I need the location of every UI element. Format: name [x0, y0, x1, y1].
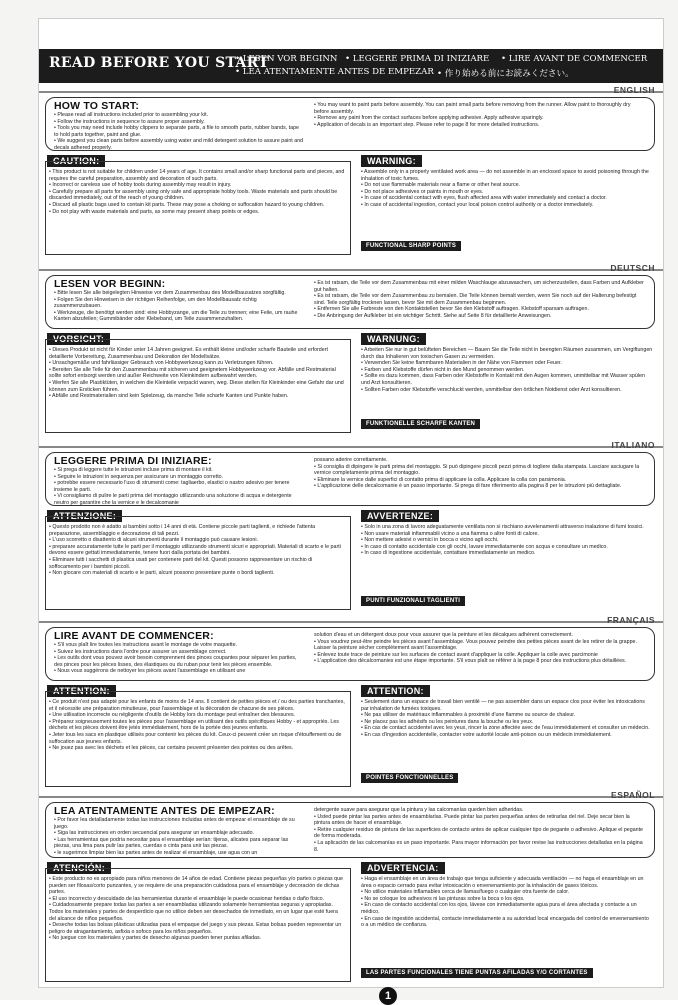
section-language-label: ITALIANO — [611, 440, 655, 450]
how-to-start-box — [45, 452, 655, 506]
how-to-start-box — [45, 627, 655, 681]
how-to-start-heading: LIRE AVANT DE COMMENCER: — [54, 630, 214, 642]
warning-text: • Seulement dans un espace de travail bien ventilé — ne pas assembler dans un espace clos pour éviter les intoxications par inhalation de fumées toxiques. • Ne pas utiliser de matériaux inflammables à proximité d'une flamme ou source de chaleur. • Ne placez pas les adhésifs ou les peintures dans la bouche ou les yeux. • En cas de contact accidentel avec les yeux, rincer la zone affectée avec de l'eau immédiatement et consulter un médecin. • En cas d'ingestion accidentelle, contacter votre autorité locale anti-poison ou un médecin immédiatement. — [361, 699, 650, 738]
how-to-start-box — [45, 802, 655, 858]
warning-label: WARNING: — [361, 155, 422, 167]
header-bar — [39, 49, 663, 83]
section-language-label: FRANÇAIS — [607, 615, 655, 625]
header-lang-de: • LESEN VOR BEGINN — [235, 54, 338, 64]
how-to-start-heading: LEGGERE PRIMA DI INIZIARE: — [54, 455, 212, 467]
how-to-start-right-text: detergente suave para asegurar que la pintura y las calcomanías queden bien adheridas. • Usted puede pintar las partes antes de ensamblarlas. Puede pintar las partes pequeñas antes de retirarlas del riel. Deje secar bien la pintura antes de hacer el ensamblaje. • Retire cualquier residuo de pintura de las superficies de contacto antes de aplicar cualquier tipo de pegante o adhesivo. Aplique el pegante de forma moderada. • La aplicación de las calcomanías es un paso importante. Para mayor información por favor revise las instrucciones detalladas en la página 8. — [314, 807, 644, 853]
section-divider — [39, 91, 663, 93]
warning-text: • Haga el ensamblaje en un área de trabajo que tenga suficiente y adecuada ventilación — no haga el ensamblaje en un área o espacio cerrado para evitar intoxicación o envenenamiento por la inhalación de gases tóxicos. • No utilice materiales inflamables cerca de llamas/fuego o cualquier otra fuente de calor. • No se coloque los adhesivos ni las pinturas sobre la boca o los ojos. • En caso de contacto accidental con los ojos, lávese con inmediatamente agua pura el área afectada y contacte a un médico. • En caso de ingestión accidental, contacte inmediatamente a su autoridad local encargada del control de envenenamiento o a un médico de confianza. — [361, 876, 649, 929]
sharp-points-badge: FUNCTIONAL SHARP POINTS — [361, 241, 461, 251]
section-language-label: DEUTSCH — [610, 263, 655, 273]
instruction-sheet — [38, 18, 664, 1002]
caution-label: VORSICHT: — [47, 333, 110, 345]
warning-text: • Solo in una zona di lavoro adeguatamente ventilata non si rischiano avvelenamenti attraverso inalazione di fumi tossici. • Non usare materiali infiammabili vicino a una fiamma o altre fonti di calore. • Non mettere adesivi o vernici in bocca o vicino agli occhi. • In caso di contatto accidentale con gli occhi, lavare immediatamente con acqua e consultare un medico. • In caso di ingestione accidentale, contattare immediatamente un medico. — [361, 524, 644, 557]
section-divider — [39, 269, 663, 271]
header-lang-es: • LEA ATENTAMENTE ANTES DE EMPEZAR — [235, 67, 434, 77]
sharp-points-badge: POINTES FONCTIONNELLES — [361, 773, 458, 783]
caution-label: ATENCIÓN: — [47, 862, 111, 874]
how-to-start-right-text: • You may want to paint parts before assembly. You can paint small parts before removing from the runner. Allow paint to thoroughly dry before assembly. • Remove any paint from the contact surfaces before applying adhesive. Apply adhesive sparingly. • Application of decals is an important step. Please refer to page 8 for more detailed instructions. — [314, 102, 631, 128]
how-to-start-left-text: • Please read all instructions included prior to assembling your kit. • Follow the instructions in sequence to assure proper assembly. • Tools you may need include hobby clippers to separate parts, a file to smooth parts, rubber bands, tape to hold parts together, paint and glue. • We suggest you clean parts before assembly using water and mild detergent solution to assure paint and decals adhered properly. — [54, 112, 304, 151]
how-to-start-right-text: possano aderire correttamente. • Si consiglia di dipingere le parti prima del montaggio. Si può dipingere piccoli pezzi prima di togliere dalla stampata. Lasciare asciugare la vernice completamente prima del montaggio. • Eliminare la vernice dalle superfici di contatto prima di applicare la colla. Applicare la colla con parsimonia. • L'applicazione delle decalcomanie è un passo importante. Si prega di fare riferimento alla pagina 8 per le istruzioni più dettagliate. — [314, 457, 640, 490]
caution-text: • Este producto no es apropiado para niños menores de 14 años de edad. Contiene piezas pequeñas y/o partes o piezas que pueden ser filosas/corto punzantes, y se requiere de una preparación cuidadosa para el ensamblaje y decoración de dichas partes. • El uso incorrecto y descuidado de las herramientas durante el ensamblaje le puede ocasionar heridas o daño físico. • Cuidadosamente prepare todas las partes a ser ensambladas utilizando solamente herramientas seguras y apropiadas. Todos los materiales y partes de desperdicio que no utilice deben ser desechados de inmediato, en un lugar que esté fuera del alcance de niños pequeños. • Deseche todas las bolsas plásticas utilizadas para el empaque del juego y sus piezas. Estas bolsas pueden representar un peligro de atragantamiento, asfixia o sofoco para los niños pequeños. • No juegue con los materiales y partes de desecho algunas pueden tener puntas afiladas. — [49, 876, 343, 942]
section-divider — [39, 446, 663, 448]
how-to-start-left-text: • Por favor lea detalladamente todas las instrucciones incluidas antes de empezar el ensamblaje de su juego. • Siga las instrucciones en orden secuencial para asegurar un ensamblaje adecuado. • Las herramientas que podría necesitar para el ensamblaje serían: tijeras, alicates para separar las piezas, una lima para pulir las partes, cuerdas o cinta para unir las piezas. • le sugerimos limpiar bien las partes antes de realizar el ensamblaje, use agua con un — [54, 817, 295, 856]
how-to-start-box — [45, 275, 655, 329]
header-title: READ BEFORE YOU START — [49, 55, 270, 71]
header-lang-it: • LEGGERE PRIMA DI INIZIARE — [345, 54, 490, 64]
caution-label: CAUTION: — [47, 155, 105, 167]
section-language-label: ENGLISH — [613, 85, 655, 95]
warning-label: ATTENTION: — [361, 685, 430, 697]
warning-label: WARNUNG: — [361, 333, 426, 345]
sharp-points-badge: FUNKTIONELLE SCHARFE KANTEN — [361, 419, 480, 429]
caution-text: • Dieses Produkt ist nicht für Kinder unter 14 Jahren geeignet. Es enthält kleine und/oder scharfe Bauteile und erfordert detaillierte Vorbereitung, Zusammenbau und Dekoration der Modellsätze. • Unsachgemäße und fahrlässiger Gebrauch von Hobbywerkzeug kann zu Verletzungen führen. • Bereiten Sie alle Teile für den Zusammenbau mit sicheren und geeignetem Hobbywerkzeug vor. Abfälle und Restmaterial sollte sofort entsorgt werden und außer Reichweite von Kleinkindern aufbewahrt werden. • Werfen Sie alle Plastiktüten, in welchen die Kleinteile verpackt waren, weg. Diese stellen für Kleinkinder eine Gefahr dar und können zum Ersticken führen. • Abfälle und Restmaterialien sind kein Spielzeug, da manche Teile scharfe Kanten und Punkte haben. — [49, 347, 344, 400]
sharp-points-badge: LAS PARTES FUNCIONALES TIENE PUNTAS AFILADAS Y/O CORTANTES — [361, 968, 593, 978]
how-to-start-heading: LESEN VOR BEGINN: — [54, 278, 166, 290]
page-number: 1 — [379, 987, 397, 1005]
how-to-start-heading: HOW TO START: — [54, 100, 140, 112]
how-to-start-right-text: solution d'eau et un détergent doux pour vous assurer que la peinture et les décalques adhèrent correctement. • Vous voudrez peut-être peindre les pièces avant l'assemblage. Vous pouvez peindre des petites pièces avant de les retirer de la grappe. Laisser la peinture sécher complètement avant l'assemblage. • Enlevez toute trace de peinture sur les surfaces de contact avant d'appliquer la colle. Appliquer la colle avec parcimonie • L'application des décalcomanies est une étape importante. S'il vous plaît se référer à la page 8 pour des instructions plus détaillées. — [314, 632, 637, 665]
how-to-start-heading: LEA ATENTAMENTE ANTES DE EMPEZAR: — [54, 805, 275, 817]
caution-label: ATTENZIONE: — [47, 510, 122, 522]
how-to-start-right-text: • Es ist ratsam, die Teile vor dem Zusammenbau mit einer milden Waschlauge abzuwaschen, um sicherzustellen, dass Farben und Aufkleber gut halten. • Es ist ratsam, die Teile vor dem Zusammenbau zu bemalen. Die Teile können bemalt werden, wenn Sie noch auf der Halterung befestigt sind. Teile sorgfältig trocknen lassen, bevor Sie mit dem Zusammenbau beginnen. • Entfernen Sie alle Farbreste von den Kontaktstellen bevor Sie den Klebstoff auftragen. Klebstoff sparsam auftragen. • Die Anbringung der Aufkleber ist ein wichtiger Schritt. Siehe auf Seite 8 für detaillierte Anweisungen. — [314, 280, 644, 319]
warning-label: AVVERTENZE: — [361, 510, 439, 522]
caution-text: • Questo prodotto non è adatto ai bambini sotto i 14 anni di età. Contiene piccole parti taglienti, e richiede l'attenta preparazione, assemblaggio e decorazione di tali pezzi. • L'uso scorretto o disattento di alcuni strumenti durante il montaggio può causare lesioni. • preparare accuratamente tutte le parti per il montaggio utilizzando strumenti sicuri e appropriati. Materiali di scarto e le parti devono essere gettati immediatamente, tenere fuori dalla portata dei bambini. • Eliminare tutti i sacchetti di plastica usati per contenere parti del kit. Questi possono rappresentare un rischio di soffocamento per i bambini piccoli. • Non giocare con materiali di scarto e le parti, alcuni possono presentare punte o bordi taglienti. — [49, 524, 341, 577]
caution-label: ATTENTION: — [47, 685, 116, 697]
sharp-points-badge: PUNTI FUNZIONALI TAGLIENTI — [361, 596, 465, 606]
header-lang-fr: • LIRE AVANT DE COMMENCER — [501, 54, 648, 64]
how-to-start-left-text: • Si prega di leggere tutte le istruzioni incluse prima di montare il kit. • Seguire le istruzioni in sequenza per assicurare un montaggio corretto. • potrebbe essere necessario l'uso di strumenti come: tagliaerbo, elastici o nastro adesivo per tenere insieme le parti. • Vi consigliamo di pulire le parti prima del montaggio utilizzando una soluzione di acqua e detergente neutro per garantire che la vernice e le decalcomanie — [54, 467, 292, 506]
how-to-start-left-text: • Bitte lesen Sie alle beigelegten Hinweise vor dem Zusammenbau des Modellbausatzes sorgfältig. • Folgen Sie den Hinweisen in der richtigen Reihenfolge, um den Modellbausatz richtig zusammenzubauen. • Werkzeuge, die benötigt werden sind: eine Hobbyzange, um die Teile zu trennen; eine Feile, um rauhe Kanten abzufeilen; Gummibänder oder Klebeband, um Teile zusammenzuhalten. — [54, 290, 298, 323]
caution-text: • This product is not suitable for children under 14 years of age. It contains small and/or sharp functional parts and pieces, and requires the careful preparation, assembly and decoration of such parts. • Incorrect or careless use of hobby tools during assembly may result in injury. • Carefully prepare all parts for assembly using only safe and appropriate hobby tools. Waste materials and parts should be discarded immediately, out of the reach of young children. • Discard all plastic bags used to contain kit parts. These may pose a choking or suffocation hazard to young children. • Do not play with waste materials and parts, as some may present sharp points or edges. — [49, 169, 345, 215]
how-to-start-left-text: • S'il vous plaît lire toutes les instructions avant le montage de votre maquette. • Suivez les instructions dans l'ordre pour assurer un assemblage correct. • Les outils dont vous pouvez avoir besoin comprennent des pinces coupantes pour séparer les parties, des pinces pour les pièces lisses, des élastiques ou du ruban pour tenir les pièces ensemble. • Nous vous suggérons de nettoyer les pièces avant l'assemblage en utilisant une — [54, 642, 297, 675]
section-language-label: ESPAÑOL — [611, 790, 655, 800]
warning-label: ADVERTENCIA: — [361, 862, 445, 874]
how-to-start-box — [45, 97, 655, 151]
warning-text: • Assemble only in a properly ventilated work area — do not assemble in an enclosed space to avoid poisoning through the inhalation of toxic fumes. • Do not use flammable materials near a flame or other heat source. • Do not place adhesives or paints in mouth or eyes. • In case of accidental contact with eyes, flush affected area with water immediately and contact a doctor. • In case of accidental ingestion, contact your local poison control authority or a doctor immediately. — [361, 169, 649, 208]
header-lang-jp: • 作り始める前にお読みください。 — [437, 69, 574, 79]
caution-text: • Ce produit n'est pas adapté pour les enfants de moins de 14 ans. Il contient de petites pièces et / ou des parties tranchantes, et il nécessite une préparation minutieuse, pour l'assemblage et la décoration de chacune de ses pièces. • Une utilisation incorrecte ou négligente d'outils de Hobby lors du montage peut entraîner des blessures. • Préparez soigneusement toutes les pièces pour l'assemblage en utilisant des outils spécifiques Hobby - et appropriés. Les déchets et les pièces doivent être jetés immédiatement, hors de la portée des jeunes enfants. • Jeter tous les sacs en plastique utilisés pour contenir les pièces du kit. Ceux-ci peuvent créer un risque d'étouffement ou de suffocation aux jeunes enfants. • Ne jouez pas avec les déchets et les pièces, car certains peuvent présenter des pointes ou des arêtes. — [49, 699, 345, 752]
section-divider — [39, 796, 663, 798]
section-divider — [39, 621, 663, 623]
warning-text: • Arbeiten Sie nur in gut belüfteten Bereichen — Bauen Sie die Teile nicht in beengten Räumen zusammen, um Vergiftungen durch das Inhalieren von toxischen Gasen zu vermeiden. • Verwenden Sie keine flammbaren Materialien in der Nähe von Flammen oder Feuer. • Farben und Klebstoffe dürfen nicht in den Mund genommen werden. • Sollte es dazu kommen, dass Farben oder Klebstoffe in Kontakt mit den Augen kommen, unmittelbar mit Wasser spülen und Arzt konsultieren. • Sollten Farben oder Klebstoffe verschluckt werden, unmittelbar den örtlichen Notdienst oder Arzt konsultieren. — [361, 347, 653, 393]
